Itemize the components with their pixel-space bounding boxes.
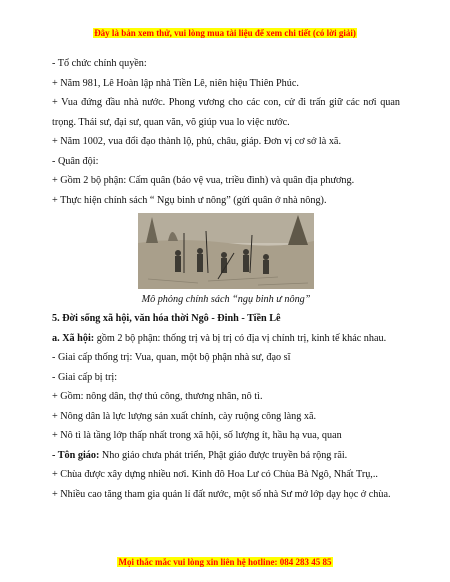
text-line: - Giai cấp thống trị: Vua, quan, một bộ phận nhà sư, đạo sĩ bbox=[52, 352, 291, 363]
text-line: - Quân đội: bbox=[52, 155, 99, 167]
text-line: + Năm 1002, vua đổi đạo thành lộ, phủ, châu, giáp. Đơn vị cơ sở là xã. bbox=[52, 136, 341, 147]
text-line: + Nông dân là lực lượng sản xuất chính, cày ruộng công làng xã. bbox=[52, 410, 317, 422]
illustration-figure bbox=[52, 213, 400, 309]
social-paragraph bbox=[52, 329, 400, 349]
preview-notice-banner bbox=[0, 28, 450, 38]
text-line: - Tổ chức chính quyền: bbox=[52, 58, 147, 69]
religion-text: Nho giáo chưa phát triển, Phật giáo được truyền bá rộng rãi. bbox=[99, 449, 348, 461]
social-text: gồm 2 bộ phận: thống trị và bị trị có địa vị chính trị, kinh tế khác nhau. bbox=[94, 332, 387, 344]
hotline-banner bbox=[0, 557, 450, 567]
figure-caption: Mô phỏng chính sách “ngụ binh ư nông” bbox=[141, 294, 311, 305]
soldier-farmer-illustration bbox=[138, 213, 314, 289]
text-line: + Vua đứng đầu nhà nước. Phong vương cho các con, cử đi trấn giữ các nơi quan trọng. Thái sư, đại sư, quan văn, võ giúp vua lo việc nước. bbox=[52, 97, 400, 128]
document-body bbox=[52, 54, 400, 504]
text-line: - Giai cấp bị trị: bbox=[52, 371, 118, 383]
text-line: + Năm 981, Lê Hoàn lập nhà Tiền Lê, niên hiệu Thiên Phúc. bbox=[52, 77, 299, 89]
section-heading: 5. Đời sống xã hội, văn hóa thời Ngô - Đinh - Tiền Lê bbox=[52, 313, 281, 324]
text-line: + Nô tì là tầng lớp thấp nhất trong xã hội, số lượng ít, hầu hạ vua, quan bbox=[52, 430, 342, 441]
text-line: + Nhiều cao tăng tham gia quản lí đất nước, một số nhà Sư mở lớp dạy học ở chùa. bbox=[52, 488, 391, 500]
text-line: + Thực hiện chính sách “ Ngụ binh ư nông” (gửi quân ở nhà nông). bbox=[52, 194, 327, 206]
hotline-text: Mọi thắc mắc vui lòng xin liên hệ hotline: 084 283 45 85 bbox=[118, 557, 332, 567]
religion-label: - Tôn giáo: bbox=[52, 449, 100, 461]
social-label: a. Xã hội: bbox=[52, 332, 95, 344]
religion-paragraph bbox=[52, 446, 400, 466]
text-line: + Gồm 2 bộ phận: Cấm quân (bảo vệ vua, triều đình) và quân địa phương. bbox=[52, 175, 355, 186]
preview-notice-text: Đây là bản xem thử, vui lòng mua tài liệu để xem chi tiết (có lời giải) bbox=[94, 28, 356, 38]
text-line: + Chùa được xây dựng nhiều nơi. Kinh đô Hoa Lư có Chùa Bà Ngô, Nhất Trụ,.. bbox=[52, 469, 378, 480]
text-line: + Gồm: nông dân, thợ thủ công, thương nhân, nô tì. bbox=[52, 391, 263, 402]
